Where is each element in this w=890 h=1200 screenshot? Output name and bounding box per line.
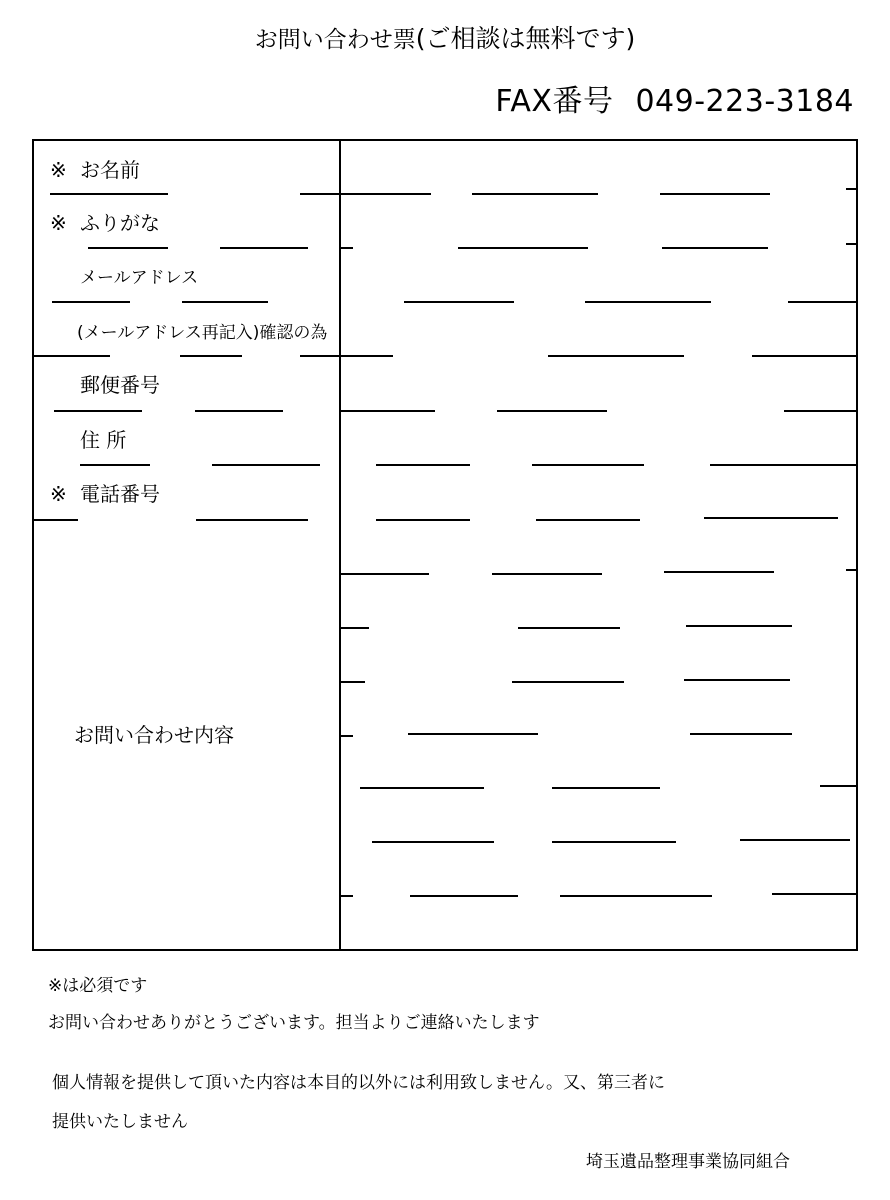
writing-line — [662, 247, 768, 249]
writing-line — [784, 410, 858, 412]
writing-line — [497, 410, 607, 412]
writing-line — [52, 301, 130, 303]
writing-line — [560, 895, 712, 897]
fax-number: 049-223-3184 — [635, 84, 854, 119]
writing-line — [660, 193, 770, 195]
email-confirm-label: (メールアドレス再記入)確認の為 — [77, 323, 328, 343]
writing-line — [552, 841, 676, 843]
writing-line — [341, 895, 353, 897]
writing-line — [32, 519, 78, 521]
writing-line — [458, 247, 588, 249]
writing-line — [50, 193, 168, 195]
phone-label-row — [50, 480, 160, 508]
writing-line — [686, 625, 792, 627]
writing-line — [341, 681, 365, 683]
form-title — [0, 22, 890, 57]
writing-line — [300, 355, 340, 357]
writing-line — [536, 519, 640, 521]
writing-line — [372, 841, 494, 843]
required-mark: ※ — [50, 211, 67, 235]
writing-line — [472, 193, 598, 195]
postal-code-label: 郵便番号 — [80, 373, 160, 397]
writing-line — [220, 247, 308, 249]
writing-line — [182, 301, 268, 303]
writing-line — [88, 247, 168, 249]
writing-line — [548, 355, 684, 357]
writing-line — [180, 355, 242, 357]
writing-line — [710, 464, 858, 466]
writing-line — [740, 839, 850, 841]
writing-line — [532, 464, 644, 466]
writing-line — [80, 464, 150, 466]
writing-line — [846, 188, 858, 190]
writing-line — [212, 464, 320, 466]
required-mark: ※ — [50, 158, 67, 182]
inquiry-content-label: お問い合わせ内容 — [74, 723, 234, 747]
writing-line — [341, 355, 393, 357]
writing-line — [341, 410, 435, 412]
fax-info — [495, 80, 854, 124]
furigana-label: ふりがな — [80, 211, 160, 235]
writing-line — [341, 627, 369, 629]
writing-line — [820, 785, 858, 787]
writing-line — [846, 243, 858, 245]
writing-line — [772, 893, 858, 895]
writing-line — [376, 464, 470, 466]
writing-line — [518, 627, 620, 629]
privacy-notice-line-1: 個人情報を提供して頂いた内容は本目的以外には利用致しません。又、第三者に — [52, 1073, 666, 1093]
writing-line — [752, 355, 858, 357]
organization-name: 埼玉遺品整理事業協同組合 — [586, 1152, 790, 1172]
writing-line — [704, 517, 838, 519]
required-mark: ※ — [50, 482, 67, 506]
writing-line — [585, 301, 711, 303]
writing-line — [788, 301, 858, 303]
writing-line — [492, 573, 602, 575]
writing-line — [684, 679, 790, 681]
writing-line — [300, 193, 340, 195]
writing-line — [195, 410, 283, 412]
writing-line — [196, 519, 308, 521]
writing-line — [360, 787, 484, 789]
writing-line — [341, 193, 431, 195]
writing-line — [54, 410, 142, 412]
privacy-notice-line-2: 提供いたしません — [52, 1112, 188, 1132]
thanks-message: お問い合わせありがとうございます。担当よりご連絡いたします — [48, 1013, 540, 1033]
writing-line — [512, 681, 624, 683]
form-title-main: お問い合わせ票 — [254, 27, 416, 53]
writing-line — [32, 355, 110, 357]
writing-line — [341, 735, 353, 737]
email-label: メールアドレス — [80, 268, 199, 288]
writing-line — [846, 569, 858, 571]
writing-line — [552, 787, 660, 789]
fax-label: FAX番号 — [495, 84, 614, 119]
required-note: ※は必須です — [48, 976, 148, 996]
writing-line — [690, 733, 792, 735]
form-column-divider — [339, 139, 341, 951]
phone-label: 電話番号 — [80, 482, 160, 506]
writing-line — [341, 247, 353, 249]
writing-line — [404, 301, 514, 303]
name-label-row — [50, 156, 140, 184]
address-label: 住 所 — [80, 428, 127, 452]
writing-line — [410, 895, 518, 897]
furigana-label-row — [50, 209, 160, 237]
name-label: お名前 — [80, 158, 140, 182]
writing-line — [408, 733, 538, 735]
writing-line — [341, 573, 429, 575]
writing-line — [376, 519, 470, 521]
writing-line — [664, 571, 774, 573]
form-title-note: (ご相談は無料です) — [415, 24, 636, 53]
inquiry-form-table — [32, 139, 858, 951]
